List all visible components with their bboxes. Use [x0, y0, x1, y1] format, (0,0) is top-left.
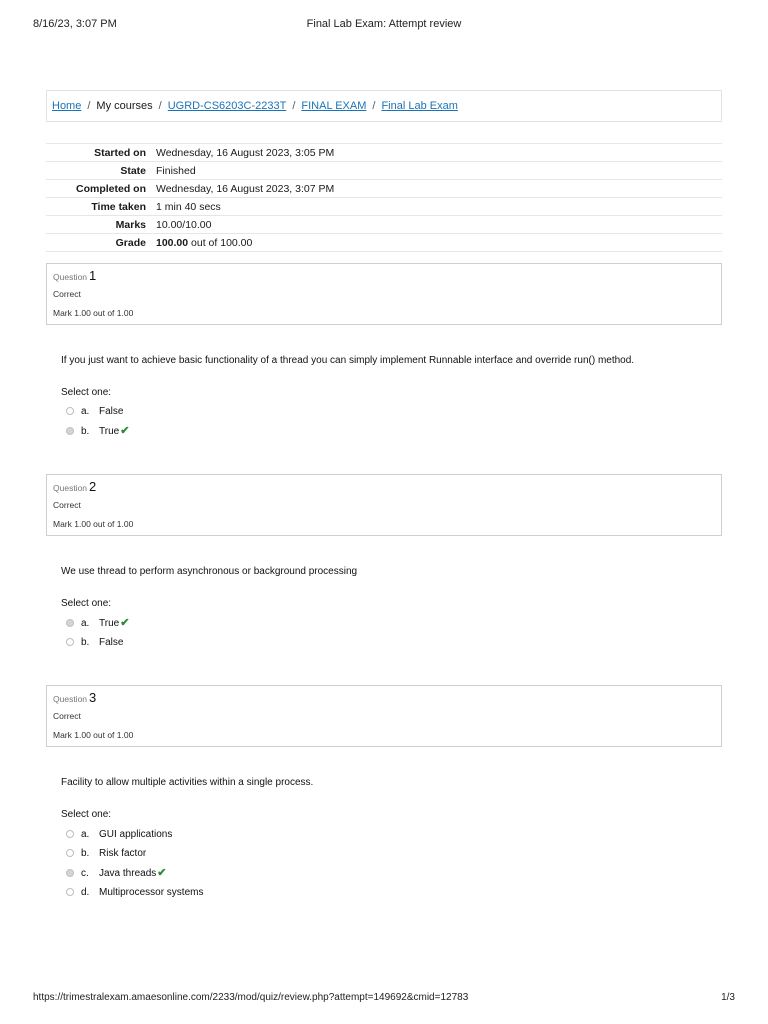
summary-row-completed	[46, 180, 722, 198]
option-text: GUI applications	[99, 829, 173, 840]
summary-row-time	[46, 198, 722, 216]
breadcrumb-section-link[interactable]: FINAL EXAM	[301, 100, 367, 112]
summary-value: Finished	[150, 162, 722, 180]
option-text: False	[99, 406, 124, 417]
question-status: Correct	[53, 289, 81, 299]
attempt-summary-table	[46, 143, 722, 252]
correct-check-icon: ✔	[157, 867, 167, 879]
radio-button[interactable]	[66, 638, 74, 646]
question-3-select-one: Select one:	[61, 809, 112, 820]
correct-check-icon: ✔	[120, 617, 130, 629]
option-text: False	[99, 637, 124, 648]
breadcrumb: Home / My courses / UGRD-CS6203C-2233T / FINAL EXAM / Final Lab Exam	[46, 90, 722, 122]
breadcrumb-home-link[interactable]: Home	[52, 100, 82, 112]
question-number: 3	[89, 690, 97, 705]
grade-score: 100.00	[156, 236, 189, 249]
radio-button[interactable]	[66, 888, 74, 896]
summary-label: Started on	[46, 144, 150, 162]
print-url: https://trimestralexam.amaesonline.com/2233/mod/quiz/review.php?attempt=149692&cmid=12783	[33, 992, 469, 1003]
correct-check-icon: ✔	[120, 425, 130, 437]
radio-button-selected[interactable]	[66, 427, 74, 435]
option-text: Risk factor	[99, 848, 147, 859]
summary-label: Marks	[46, 216, 150, 234]
print-date: 8/16/23, 3:07 PM	[33, 18, 117, 30]
question-3-info	[46, 685, 722, 747]
question-mark: Mark 1.00 out of 1.00	[53, 519, 134, 529]
question-2-select-one: Select one:	[61, 598, 112, 609]
question-3-option-b[interactable]: b. Risk factor	[66, 847, 146, 861]
summary-row-state	[46, 162, 722, 180]
question-1-select-one: Select one:	[61, 387, 112, 398]
question-2-info	[46, 474, 722, 536]
option-text: True	[99, 618, 120, 629]
summary-value: Wednesday, 16 August 2023, 3:05 PM	[150, 144, 722, 162]
question-label: Question	[53, 694, 88, 704]
breadcrumb-quiz-link[interactable]: Final Lab Exam	[381, 100, 458, 112]
summary-label: Grade	[46, 234, 150, 252]
radio-button-selected[interactable]	[66, 869, 74, 877]
summary-value: 1 min 40 secs	[150, 198, 722, 216]
question-label: Question	[53, 272, 88, 282]
question-mark: Mark 1.00 out of 1.00	[53, 730, 134, 740]
question-2-text: We use thread to perform asynchronous or background processing	[61, 566, 358, 577]
question-1-text: If you just want to achieve basic functionality of a thread you can simply implement Runnable interface and override run() method.	[61, 355, 635, 366]
question-3-text: Facility to allow multiple activities within a single process.	[61, 777, 314, 788]
summary-label: State	[46, 162, 150, 180]
summary-value: Wednesday, 16 August 2023, 3:07 PM	[150, 180, 722, 198]
question-3-option-c[interactable]: c. Java threads✔	[66, 866, 166, 880]
question-label: Question	[53, 483, 88, 493]
radio-button[interactable]	[66, 830, 74, 838]
summary-row-started	[46, 144, 722, 162]
radio-button[interactable]	[66, 407, 74, 415]
summary-row-grade	[46, 234, 722, 252]
summary-label: Time taken	[46, 198, 150, 216]
question-1-option-b[interactable]: b. True✔	[66, 424, 129, 438]
question-2-option-b[interactable]: b. False	[66, 636, 123, 650]
breadcrumb-my-courses: My courses	[96, 100, 153, 112]
option-text: True	[99, 426, 120, 437]
question-status: Correct	[53, 500, 81, 510]
grade-out-of: out of 100.00	[188, 236, 253, 249]
print-title: Final Lab Exam: Attempt review	[306, 18, 462, 30]
question-status: Correct	[53, 711, 81, 721]
breadcrumb-course-link[interactable]: UGRD-CS6203C-2233T	[167, 100, 287, 112]
question-mark: Mark 1.00 out of 1.00	[53, 308, 134, 318]
question-1-info	[46, 263, 722, 325]
question-number: 2	[89, 479, 97, 494]
print-page-number: 1/3	[721, 992, 735, 1003]
radio-button[interactable]	[66, 849, 74, 857]
summary-label: Completed on	[46, 180, 150, 198]
question-3-option-d[interactable]: d. Multiprocessor systems	[66, 886, 203, 900]
question-number: 1	[89, 268, 97, 283]
question-2-option-a[interactable]: a. True✔	[66, 616, 129, 630]
question-1-option-a[interactable]: a. False	[66, 405, 123, 419]
option-text: Java threads	[99, 868, 157, 879]
question-3-option-a[interactable]: a. GUI applications	[66, 828, 172, 842]
radio-button-selected[interactable]	[66, 619, 74, 627]
summary-value: 10.00/10.00	[150, 216, 722, 234]
summary-value	[150, 234, 722, 252]
summary-row-marks	[46, 216, 722, 234]
option-text: Multiprocessor systems	[99, 887, 204, 898]
